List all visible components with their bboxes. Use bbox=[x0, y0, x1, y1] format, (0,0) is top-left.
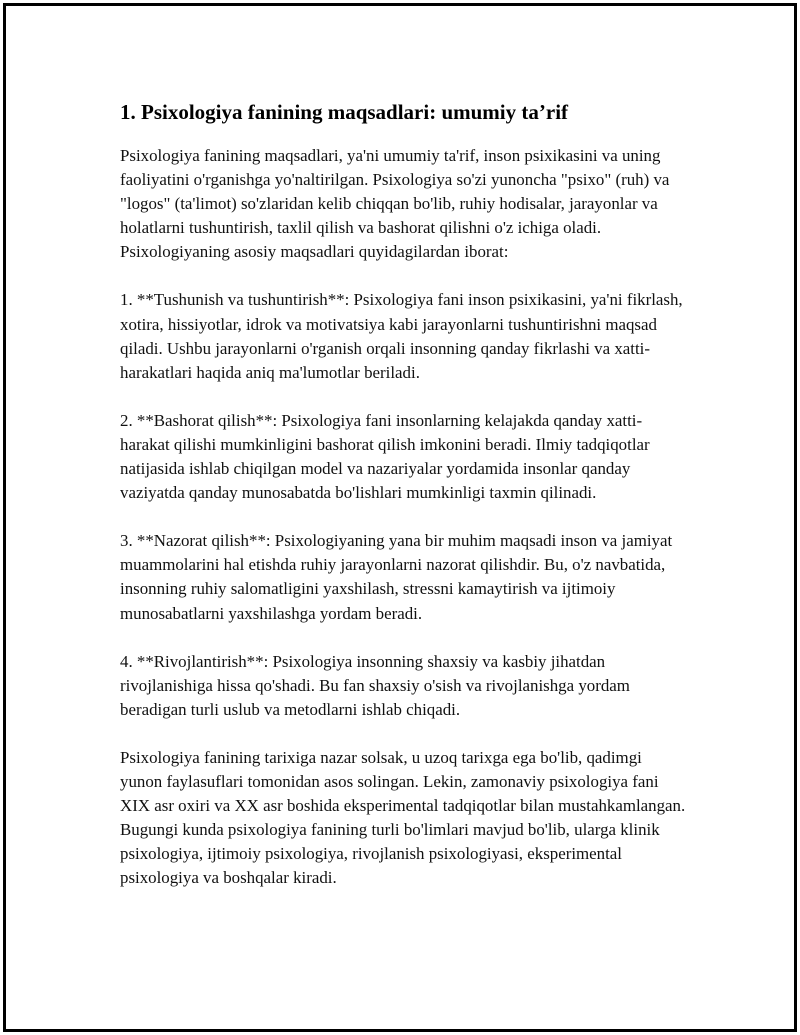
document-body bbox=[120, 98, 686, 914]
goal-understanding-paragraph: 1. **Tushunish va tushuntirish**: Psixologiya fani inson psixikasini, ya'ni fikrlash, xotira, hissiyotlar, idrok va motivatsiya kabi jarayonlarni tushuntirishni maqsad qiladi. Ushbu jarayonlarni o'rganish orqali insonning qanday fikrlashi va xatti-harakatlari haqida aniq ma'lumotlar beriladi. bbox=[120, 290, 683, 382]
history-paragraph: Psixologiya fanining tarixiga nazar solsak, u uzoq tarixga ega bo'lib, qadimgi yunon faylasuflari tomonidan asos solingan. Lekin, zamonaviy psixologiya fani XIX asr oxiri va XX asr boshida eksperimental tadqiqotlar bilan mustahkamlangan. Bugungi kunda psixologiya fanining turli bo'limlari mavjud bo'lib, ularga klinik psixologiya, ijtimoiy psixologiya, rivojlanish psixologiyasi, eksperimental psixologiya va boshqalar kiradi. bbox=[120, 747, 686, 888]
goal-development-paragraph: 4. **Rivojlantirish**: Psixologiya insonning shaxsiy va kasbiy jihatdan rivojlanishiga hissa qo'shadi. Bu fan shaxsiy o'sish va rivojlanishga yordam beradigan turli uslub va metodlarni ishlab chiqadi. bbox=[120, 651, 630, 719]
section-heading: 1. Psixologiya fanining maqsadlari: umumiy ta’rif bbox=[120, 100, 569, 124]
goal-control-paragraph: 3. **Nazorat qilish**: Psixologiyaning yana bir muhim maqsadi inson va jamiyat muammolarini hal etishda ruhiy jarayonlarni nazorat qilishdir. Bu, o'z navbatida, insonning ruhiy salomatligini yaxshilash, stressni kamaytirish va ijtimoiy munosabatlarni yaxshilashga yordam beradi. bbox=[120, 531, 673, 623]
intro-paragraph: Psixologiya fanining maqsadlari, ya'ni umumiy ta'rif, inson psixikasini va uning faoliyatini o'rganishga yo'naltirilgan. Psixologiya so'zi yunoncha "psixo" (ruh) va "logos" (ta'limot) so'zlaridan kelib chiqqan bo'lib, ruhiy hodisalar, jarayonlar va holatlarni tushuntirish, taxlil qilish va bashorat qilishni o'z ichiga oladi. Psixologiyaning asosiy maqsadlari quyidagilardan iborat: bbox=[120, 146, 670, 262]
page-frame bbox=[3, 3, 797, 1032]
goal-prediction-paragraph: 2. **Bashorat qilish**: Psixologiya fani insonlarning kelajakda qanday xatti-harakat qilishi mumkinligini bashorat qilish imkonini beradi. Ilmiy tadqiqotlar natijasida ishlab chiqilgan model va nazariyalar yordamida insonlar qanday vaziyatda qanday munosabatda bo'lishlari mumkinligi taxmin qilinadi. bbox=[120, 410, 650, 503]
